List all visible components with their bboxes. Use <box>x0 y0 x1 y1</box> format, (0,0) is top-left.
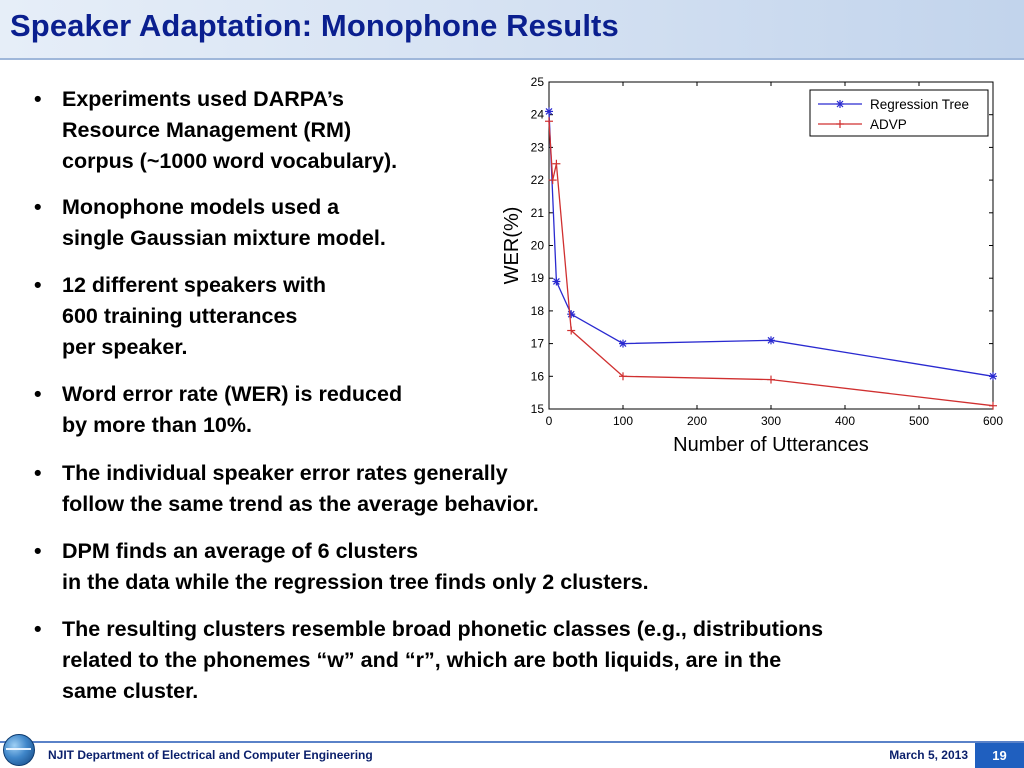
data-point <box>619 340 627 348</box>
bullet-line: related to the phonemes “w” and “r”, which are both liquids, are in the <box>62 648 782 672</box>
bullet-line: follow the same trend as the average behavior. <box>62 492 539 516</box>
bullet-dot: • <box>34 539 42 563</box>
bullet-line: The resulting clusters resemble broad phonetic classes (e.g., distributions <box>62 617 824 641</box>
bullet-line: Experiments used DARPA’s <box>62 87 344 111</box>
y-tick-label: 21 <box>530 205 544 220</box>
y-tick-label: 20 <box>530 238 544 253</box>
wer-chart-svg <box>494 68 1014 458</box>
y-axis-label: WER(%) <box>501 206 523 285</box>
data-point <box>545 107 553 115</box>
page-number-box <box>975 743 1024 768</box>
data-point <box>989 372 997 380</box>
bullet-line: corpus (~1000 word vocabulary). <box>62 149 398 173</box>
x-tick-label: 300 <box>760 414 782 428</box>
bullet-line: same cluster. <box>62 679 199 703</box>
data-point <box>767 336 775 344</box>
y-tick-label: 15 <box>530 402 544 416</box>
x-tick-label: 500 <box>908 414 930 428</box>
y-tick-label: 18 <box>530 303 544 318</box>
bullet-line: per speaker. <box>62 335 188 359</box>
data-point <box>567 310 575 318</box>
y-tick-label: 25 <box>530 75 544 89</box>
bullet-dot: • <box>34 195 42 219</box>
data-point <box>552 277 560 285</box>
bullet-line: DPM finds an average of 6 clusters <box>62 539 419 563</box>
data-point <box>836 100 844 108</box>
bullet-line: single Gaussian mixture model. <box>62 226 386 250</box>
footer-date: March 5, 2013 <box>889 748 968 762</box>
bullet-line: Word error rate (WER) is reduced <box>62 382 403 406</box>
footer-department: NJIT Department of Electrical and Computer Engineering <box>48 748 373 762</box>
legend-label: ADVP <box>870 117 907 132</box>
bullet-line: Resource Management (RM) <box>62 118 352 142</box>
x-tick-label: 200 <box>686 414 708 428</box>
page-number: 19 <box>992 748 1007 763</box>
y-tick-label: 16 <box>530 369 544 384</box>
y-tick-label: 19 <box>530 271 544 286</box>
y-tick-label: 22 <box>530 173 544 188</box>
bullet-dot: • <box>34 273 42 297</box>
x-tick-label: 600 <box>982 414 1004 428</box>
x-tick-label: 400 <box>834 414 856 428</box>
y-tick-label: 24 <box>530 107 544 122</box>
y-tick-label: 17 <box>530 336 544 351</box>
bullet-line: 12 different speakers with <box>62 273 327 297</box>
legend-label: Regression Tree <box>870 97 970 112</box>
y-tick-label: 23 <box>530 140 544 155</box>
bullet-line: 600 training utterances <box>62 304 298 328</box>
bullet-line: The individual speaker error rates generally <box>62 461 508 485</box>
wer-chart <box>494 68 1014 458</box>
bullet-line: in the data while the regression tree finds only 2 clusters. <box>62 570 649 594</box>
x-tick-label: 0 <box>545 414 553 428</box>
bullet-dot: • <box>34 617 42 641</box>
bullet-dot: • <box>34 87 42 111</box>
logo-wave-icon <box>6 748 31 750</box>
bullet-line: Monophone models used a <box>62 195 340 219</box>
x-axis-label: Number of Utterances <box>673 434 869 456</box>
bullet-dot: • <box>34 461 42 485</box>
x-tick-label: 100 <box>612 414 634 428</box>
slide-title: Speaker Adaptation: Monophone Results <box>10 8 619 43</box>
globe-logo-icon <box>3 734 35 766</box>
bullet-dot: • <box>34 382 42 406</box>
legend <box>810 90 988 136</box>
bullet-line: by more than 10%. <box>62 413 252 437</box>
